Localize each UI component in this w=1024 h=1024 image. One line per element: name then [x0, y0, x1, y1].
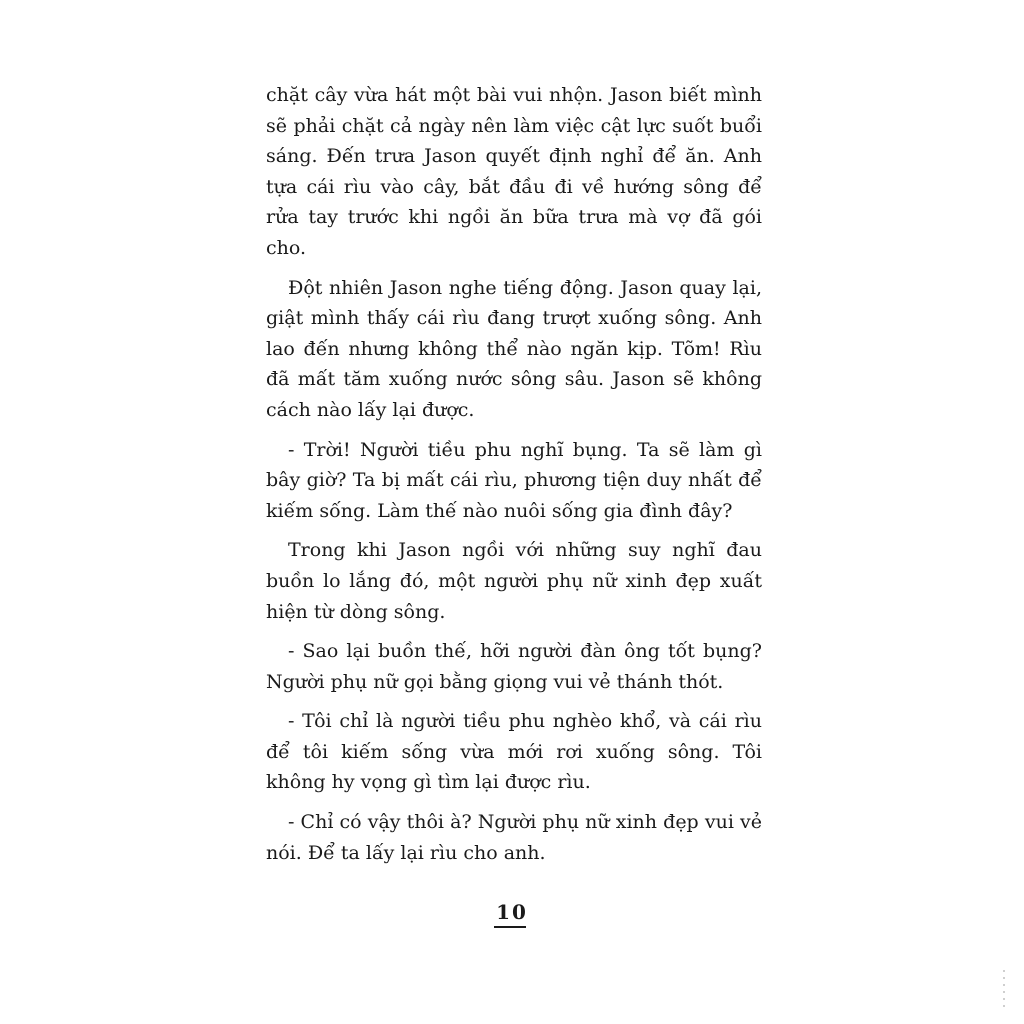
paragraph-1: chặt cây vừa hát một bài vui nhộn. Jason biết mình sẽ phải chặt cả ngày nên làm việc cật lực suốt buổi sáng. Đến trưa Jason quyết định nghỉ để ăn. Anh tựa cái rìu vào cây, bắt đầu đi về hướng sông để rửa tay trước khi ngồi ăn bữa trưa mà vợ đã gói cho. — [266, 84, 762, 259]
paragraph-2: Đột nhiên Jason nghe tiếng động. Jason quay lại, giật mình thấy cái rìu đang trượt xuống sông. Anh lao đến nhưng không thể nào ngăn kịp. Tõm! Rìu đã mất tăm xuống nước sông sâu. Jason sẽ không cách nào lấy lại được. — [266, 276, 762, 421]
paragraph-3: - Trời! Người tiều phu nghĩ bụng. Ta sẽ làm gì bây giờ? Ta bị mất cái rìu, phương tiện duy nhất để kiếm sống. Làm thế nào nuôi sống gia đình đây? — [266, 438, 762, 522]
page-number: 10 — [496, 900, 528, 924]
paragraph-6: - Tôi chỉ là người tiều phu nghèo khổ, và cái rìu để tôi kiếm sống vừa mới rơi xuống sông. Tôi không hy vọng gì tìm lại được rìu. — [266, 710, 762, 794]
page-edge-specks — [1003, 970, 1005, 1010]
paragraph-5: - Sao lại buồn thế, hỡi người đàn ông tốt bụng? Người phụ nữ gọi bằng giọng vui vẻ thánh thót. — [266, 640, 762, 693]
paragraph-4: Trong khi Jason ngồi với những suy nghĩ đau buồn lo lắng đó, một người phụ nữ xinh đẹp xuất hiện từ dòng sông. — [266, 539, 762, 623]
page-body-text — [266, 80, 762, 877]
paragraph-7: - Chỉ có vậy thôi à? Người phụ nữ xinh đẹp vui vẻ nói. Để ta lấy lại rìu cho anh. — [266, 811, 762, 864]
page-number-underline — [494, 926, 526, 928]
